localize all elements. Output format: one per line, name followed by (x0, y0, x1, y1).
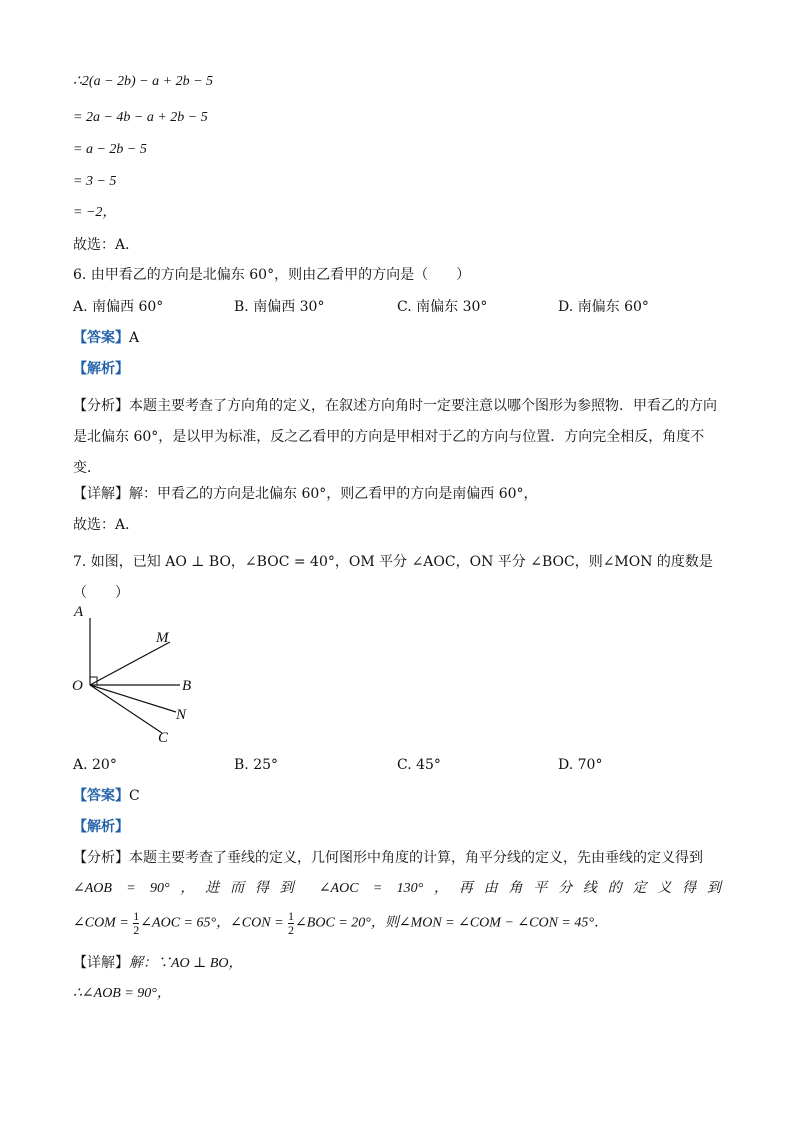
ray-om (90, 642, 170, 685)
q7-detail-2: ∴∠AOB = 90°， (73, 986, 171, 1001)
calc-line-3: = a − 2b − 5 (73, 142, 147, 157)
fraction-half (133, 910, 139, 937)
analysis-tag: 【解析】 (73, 819, 129, 835)
label-b: B (182, 678, 192, 694)
q7-option-d: D. 70° (558, 757, 603, 773)
analysis-tag: 【解析】 (73, 361, 129, 377)
answer-tag: 【答案】 (73, 788, 129, 804)
calc-line-5: = −2， (73, 205, 117, 220)
question-7-stem: 7. 如图，已知 AO ⊥ BO，∠BOC = 40°，OM 平分 ∠AOC，ON 平分 ∠BOC，则∠MON 的度数是（ ） (73, 554, 713, 601)
q7-option-c: C. 45° (397, 757, 441, 773)
detail-body: 解：甲看乙的方向是北偏东 60°，则乙看甲的方向是南偏西 60°， (129, 486, 538, 502)
fraction-denominator: 2 (288, 923, 295, 937)
angle-figure (66, 600, 206, 750)
fenxi-tag: 【分析】 (73, 850, 129, 866)
q7-option-a: A. 20° (73, 757, 117, 773)
q7-analysis-line-3 (73, 910, 608, 937)
detail-tag: 【详解】 (73, 955, 129, 971)
label-n: N (176, 707, 187, 723)
calc-line-1: ∴2(a − 2b) − a + 2b − 5 (73, 74, 214, 89)
q6-analysis-text (73, 391, 721, 484)
boc-expr: ∠BOC = 20°，则∠MON = ∠COM − ∠CON = 45°． (295, 915, 608, 931)
fenxi-body-1: 本题主要考查了垂线的定义，几何图形中角度的计算，角平分线的定义，先由垂线的定义得到 (129, 850, 703, 866)
q7-answer (73, 787, 140, 805)
aoc-expr: ∠AOC = 65°，∠CON = (140, 915, 284, 931)
q6-detail (73, 485, 538, 503)
q7-analysis-line-1 (73, 849, 703, 867)
choose-line-q5: 故选：A． (73, 237, 140, 253)
ray-on (90, 685, 176, 712)
fraction-denominator: 2 (133, 923, 140, 937)
answer-tag: 【答案】 (73, 330, 129, 346)
q6-option-a: A. 南偏西 60° (73, 299, 164, 315)
label-m: M (156, 630, 169, 646)
q6-choose: 故选：A． (73, 517, 140, 533)
calc-line-2: = 2a − 4b − a + 2b − 5 (73, 110, 208, 125)
fraction-numerator: 1 (133, 909, 140, 923)
answer-value: C (129, 788, 140, 804)
q6-analysis-heading (73, 360, 129, 378)
q6-option-b: B. 南偏西 30° (234, 299, 325, 315)
q6-option-d: D. 南偏东 60° (558, 299, 649, 315)
fraction-numerator: 1 (288, 909, 295, 923)
label-o: O (72, 678, 83, 694)
q6-option-c: C. 南偏东 30° (397, 299, 488, 315)
answer-value: A (129, 330, 140, 346)
q7-analysis-heading (73, 818, 129, 836)
detail-body-1: 解：∵AO ⊥ BO， (129, 956, 243, 971)
q7-option-b: B. 25° (234, 757, 279, 773)
ray-oc (90, 685, 162, 733)
q6-answer (73, 329, 139, 347)
fraction-half-2 (288, 910, 294, 937)
calc-line-4: = 3 − 5 (73, 174, 117, 189)
q7-analysis-line-2: ∠AOB = 90°，进而得到 ∠AOC = 130°，再由角平分线的定义得到 (73, 881, 721, 896)
question-6-stem: 6. 由甲看乙的方向是北偏东 60°，则由乙看甲的方向是（ ） (73, 267, 471, 283)
fenxi-tag: 【分析】 (73, 398, 129, 414)
com-expr: ∠COM = (73, 915, 129, 931)
q7-detail-1 (73, 954, 243, 973)
label-c: C (158, 730, 169, 746)
label-a: A (74, 604, 84, 620)
fenxi-body: 本题主要考查了方向角的定义，在叙述方向角时一定要注意以哪个图形为参照物．甲看乙的方向是北偏东 60°，是以甲为标准，反之乙看甲的方向是甲相对于乙的方向与位置．方向完全相反，角度不变． (73, 398, 717, 476)
detail-tag: 【详解】 (73, 486, 129, 502)
